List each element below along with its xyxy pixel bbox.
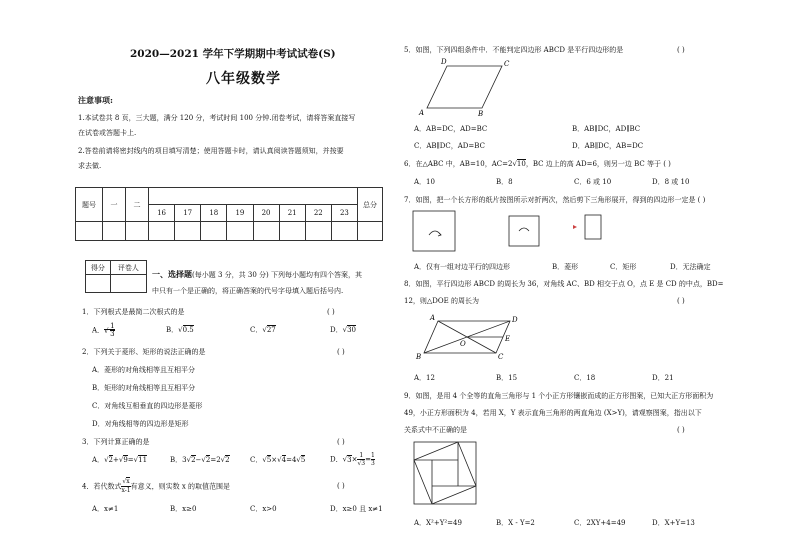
score-group-3 [149,188,358,205]
q9-line2: 49，小正方形面积为 4，若用 X，Y 表示直角三角形的两直角边 (X>Y)，请观察图案，指出以下 [404,409,702,417]
q9-square-figure [412,440,482,510]
section1-desc1: (每小题 3 分，共 30 分) 下列每小题均有四个答案，其 [192,271,362,279]
score-cell[interactable] [175,222,201,241]
fold-arrow-1-head [438,233,441,236]
score-col-total: 总分 [358,188,383,222]
score-num: 20 [253,205,279,222]
q6-option-b: B．8 [496,178,513,186]
label-c: C [498,353,504,361]
q8-option-b: B．15 [496,374,518,382]
grader-name-cell[interactable] [110,275,146,293]
q1-option-b: B．√0.5 [166,326,194,334]
score-cell[interactable] [358,222,383,241]
q2-option-b: B．矩形的对角线相等且互相平分 [92,384,196,392]
q7-folding-figure [413,211,613,261]
score-num: 17 [175,205,201,222]
label-e: E [505,335,511,343]
score-num: 23 [331,205,357,222]
note-1b: 在试卷或答题卡上. [78,129,137,137]
score-cell[interactable] [227,222,253,241]
grader-name: 评卷人 [110,261,146,275]
q9-line3: 关系式中不正确的是 [404,426,467,434]
q9-option-c: C．2XY+4=49 [574,519,626,527]
q4-stem-post: 有意义，则实数 x 的取值范围是 [130,482,230,491]
score-cell[interactable] [149,222,175,241]
big-square [414,442,476,504]
label-b: B [416,353,422,361]
q5-stem: 5．如图，下列四组条件中．不能判定四边形 ABCD 是平行四边形的是 [404,46,624,54]
q2-paren: ( ) [337,348,345,356]
q8-line1: 8．如图，平行四边形 ABCD 的周长为 36，对角线 AC、BD 相交于点 O，点 E 是 CD 的中点，BD= [404,280,724,288]
q1-option-a: A． √ $\frac{1}{3}$ [92,322,115,338]
q9-line1: 9．如图，是用 4 个全等的直角三角形与 1 个小正方形镶嵌而成的正方形图案，已知大正方形面积为 [404,392,714,400]
q6-stem-b: ，BC 边上的高 AD=6，则另一边 BC 等于 ( ) [525,160,671,168]
q2-stem: 2．下列关于菱形、矩形的说法正确的是 [82,348,206,356]
note-2a: 2.答卷前请将密封线内的项目填写清楚；使用答题卡时，请认真阅读答题须知，并按要 [78,147,344,155]
q7-option-a: A．仅有一组对边平行的四边形 [414,263,511,271]
q3-paren: ( ) [337,438,345,446]
q5-parallelogram-figure [412,58,522,118]
q9-paren: ( ) [677,426,685,434]
q6-radicand: 10 [516,160,526,168]
q6-option-d: D．8 或 10 [652,178,690,186]
q3-option-a: A．√2+√9=√11 [92,456,148,464]
score-num: 16 [149,205,175,222]
q8-parallelogram-figure [412,313,522,363]
score-num: 22 [305,205,331,222]
q9-option-a: A．X²+Y²=49 [414,519,462,527]
triangle-edge-4 [414,460,432,504]
q6-option-c: C．6 或 10 [574,178,612,186]
q8-option-d: D．21 [652,374,674,382]
q1-option-d: D．√30 [330,326,357,334]
paper-folded-twice [585,215,601,239]
q4-paren: ( ) [337,482,345,490]
q1-stem: 1．下列根式是最简二次根式的是 [82,308,185,316]
q2-option-c: C．对角线互相垂直的四边形是菱形 [92,402,203,410]
option-letter: D． [330,326,343,334]
note-2b: 求去做. [78,162,102,170]
q7-stem: 7．如图，把一个长方形的纸片按图所示对折两次，然后剪下三角形展开，得到的四边形一定是 ( ) [404,196,706,204]
q4-option-d: D．x≥0 且 x≠1 [330,505,383,513]
option-letter: A． [92,326,105,335]
section1-header [152,269,362,280]
section1-desc2: 中只有一个是正确的，将正确答案的代号字母填入题后括号内. [152,287,344,295]
paper-folded-once [509,216,539,246]
triangle-edge-2 [458,442,476,486]
option-letter: D． [330,455,343,464]
fold-arrow-2 [519,228,529,231]
score-num: 18 [201,205,227,222]
q9-option-d: D．X+Y=13 [652,519,695,527]
q4-option-c: C．x>0 [250,505,277,513]
score-num: 19 [227,205,253,222]
q1-c-radicand: 27 [266,326,276,334]
q3-option-c: C．√5×√4=4√5 [250,456,306,464]
q4-stem-pre: 4．若代数式 [82,482,122,491]
label-d: D [441,58,447,66]
q5-option-c: C．AB∥DC，AD=BC [414,142,485,150]
grader-defen: 得分 [86,261,111,275]
q5-option-b: B．AB∥DC，AD∥BC [572,125,641,133]
q1-paren: ( ) [327,308,335,316]
score-col-1: 一 [103,188,126,222]
exam-subject: 八年级数学 [206,71,281,87]
q6-stem: 6．在△ABC 中，AB=10，AC=2√10，BC 边上的高 AD=6，则另一边 BC 等于 ( ) [404,160,671,168]
q7-option-c: C．矩形 [610,263,637,271]
score-cell[interactable] [76,222,103,241]
q5-paren: ( ) [677,46,685,54]
q4-option-b: B．x≥0 [170,505,197,513]
q3-option-b: B．3√2−√2=2√2 [170,456,230,464]
q4-stem: 4．若代数式 $\frac{√x}{x-1}$ 有意义，则实数 x 的取值范围是 [82,478,230,494]
score-col-2: 二 [126,188,149,222]
score-cell[interactable] [253,222,279,241]
q3-option-d: D．√3× $\frac{1}{√3}$ = $\frac{1}{3}$ [330,452,375,467]
cut-triangle [573,225,577,229]
option-letter: B． [170,456,183,464]
triangle-edge-3 [432,486,476,504]
q7-option-d: D．无法确定 [670,263,711,271]
score-cell[interactable] [103,222,126,241]
score-num: 21 [279,205,305,222]
score-cell[interactable] [305,222,331,241]
q8-line2: 12，则△DOE 的周长为 [404,297,479,305]
parallelogram-shape [427,66,502,108]
label-o: O [460,340,466,348]
q2-option-a: A．菱形的对角线相等且互相平分 [92,366,196,374]
score-cell[interactable] [201,222,227,241]
q6-stem-a: 6．在△ABC 中，AB=10，AC=2 [404,160,513,168]
grader-table [85,260,147,293]
q8-option-a: A．12 [414,374,435,382]
option-letter: C． [250,456,263,464]
q7-option-b: B．菱形 [552,263,579,271]
score-cell[interactable] [126,222,149,241]
section1-label: 一、选择题 [152,269,192,279]
score-table [75,187,383,241]
q5-option-a: A．AB=DC，AD=BC [414,125,488,133]
q2-option-d: D．对角线相等的四边形是矩形 [92,420,189,428]
q6-option-a: A．10 [414,178,435,186]
q8-option-c: C．18 [574,374,596,382]
label-a: A [419,109,425,117]
q1-b-radicand: 0.5 [182,326,194,334]
score-col-tihao: 题号 [76,188,103,222]
notes-heading: 注意事项: [78,95,113,105]
q1-d-radicand: 30 [347,326,357,334]
q8-paren: ( ) [677,297,685,305]
score-cell[interactable] [331,222,357,241]
option-letter: B． [166,326,179,334]
q1-option-c: C．√27 [250,326,276,334]
label-d: D [512,316,518,324]
q9-option-b: B．X - Y=2 [496,519,535,527]
q5-option-d: D．AB∥DC，AB=DC [572,142,644,150]
option-letter: A． [92,456,105,464]
score-cell[interactable] [279,222,305,241]
label-b: B [478,110,484,118]
label-a: A [430,314,436,322]
exam-title: 2020—2021 学年下学期期中考试试卷(S) [130,48,336,60]
note-1a: 1.本试卷共 8 页，三大题，满分 120 分，考试时间 100 分钟.闭卷考试，请将答案直接写 [78,114,356,122]
q4-option-a: A．x≠1 [92,505,119,513]
label-c: C [504,60,510,68]
grader-score-cell[interactable] [86,275,111,293]
q3-stem: 3．下列计算正确的是 [82,438,150,446]
option-letter: C． [250,326,263,334]
triangle-edge-1 [414,442,458,460]
